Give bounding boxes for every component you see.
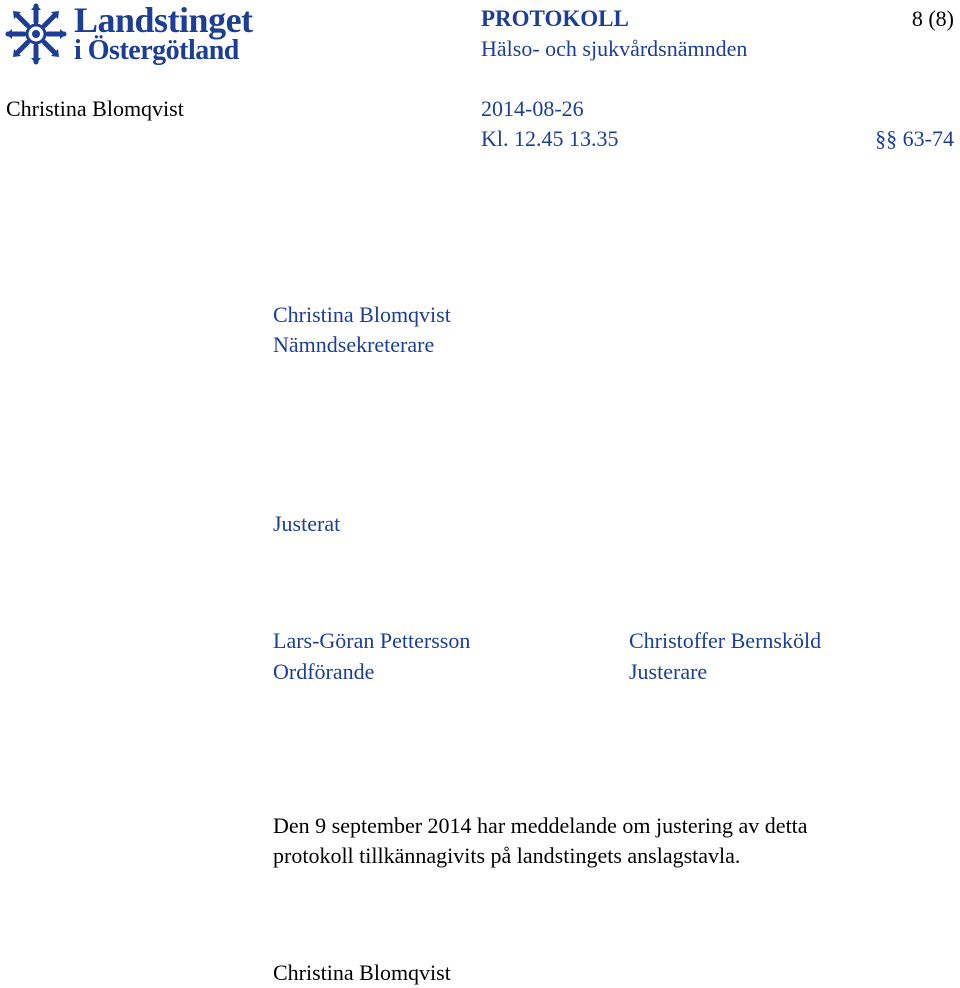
adjuster-name: Christoffer Bernsköld [629,628,822,653]
meeting-date: 2014-08-26 [481,96,584,121]
meeting-time: Kl. 12.45 13.35 [481,126,619,151]
secretary-name: Christina Blomqvist [273,302,451,327]
page-number: 8 (8) [911,6,954,31]
logo-text-ostergotland: i Östergötland [74,35,239,66]
notice-line-2: protokoll tillkännagivits på landstingets anslagstavla. [273,843,741,868]
notice-line-1: Den 9 september 2014 har meddelande om justering av detta [273,813,808,838]
paragraph-range: §§ 63-74 [875,126,954,151]
adjuster-role: Justerare [629,659,708,684]
footer-signature: Christina Blomqvist [273,960,451,985]
logo-text-landstinget: Landstinget [74,0,253,40]
flower-emblem-icon [4,2,68,66]
chair-name: Lars-Göran Pettersson [273,628,471,653]
verified-heading: Justerat [273,511,341,536]
header-author: Christina Blomqvist [6,96,184,121]
landstinget-logo [4,2,266,66]
committee-name: Hälso- och sjukvårdsnämnden [481,36,748,61]
chair-role: Ordförande [273,659,375,684]
secretary-role: Nämndsekreterare [273,332,435,357]
document-title: PROTOKOLL [481,6,629,31]
